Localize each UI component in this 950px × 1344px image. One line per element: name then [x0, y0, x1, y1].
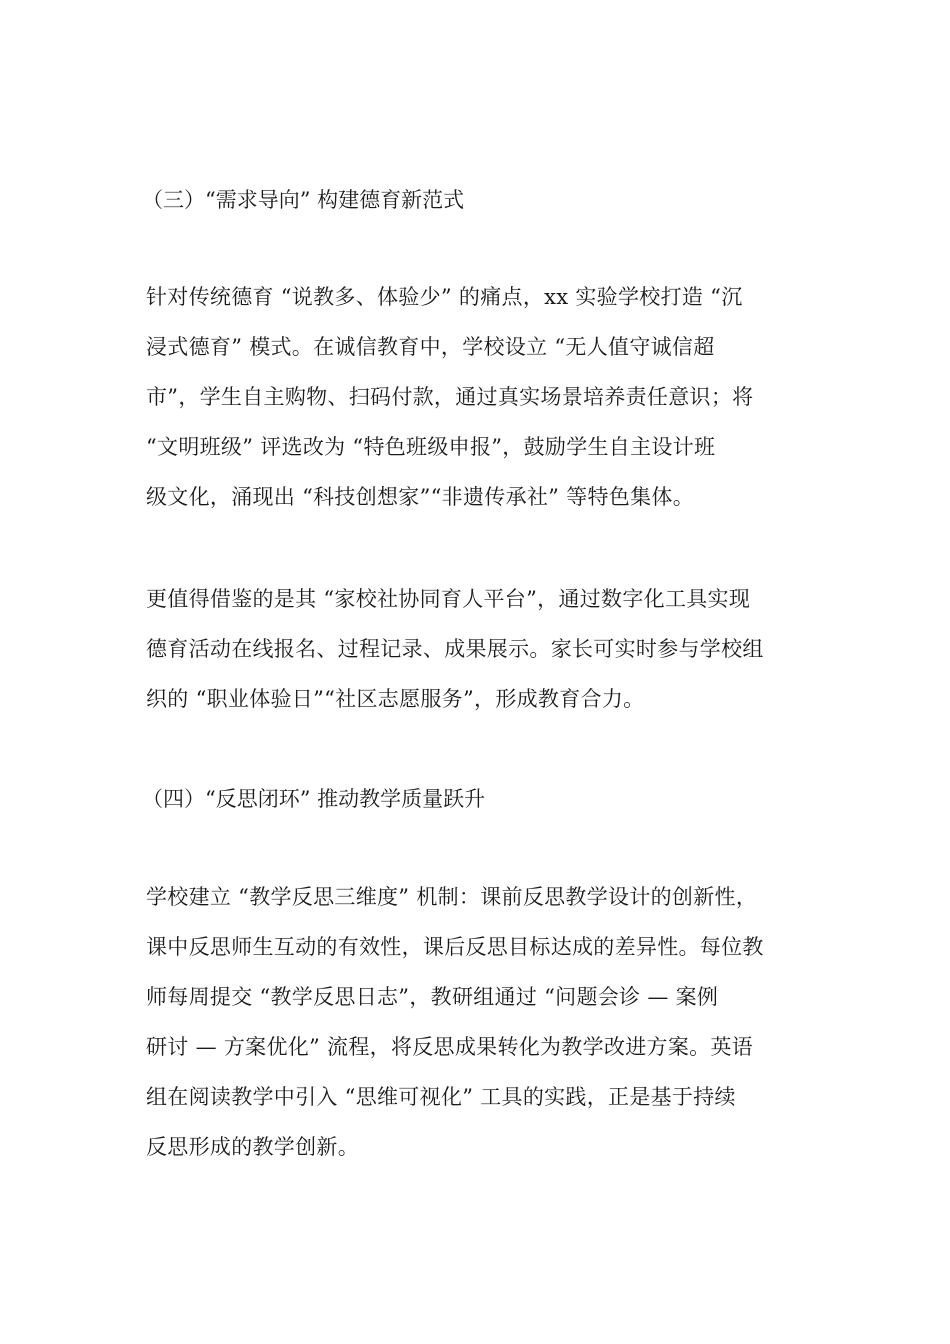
paragraph-line: 学校建立 “教学反思三维度” 机制：课前反思教学设计的创新性， — [146, 885, 758, 909]
section-heading-3: （三）“需求导向” 构建德育新范式 — [142, 188, 465, 212]
paragraph-line: 级文化，涌现出 “科技创想家”“非遗传承社” 等特色集体。 — [146, 485, 694, 509]
paragraph-line: 课中反思师生互动的有效性，课后反思目标达成的差异性。每位教 — [146, 935, 764, 959]
paragraph-line: 浸式德育” 模式。在诚信教育中，学校设立 “无人值守诚信超 — [146, 335, 715, 359]
paragraph-line: 师每周提交 “教学反思日志”，教研组通过 “问题会诊 — 案例 — [146, 985, 719, 1009]
paragraph-line: 织的 “职业体验日”“社区志愿服务”，形成教育合力。 — [146, 687, 645, 711]
paragraph-line: 反思形成的教学创新。 — [146, 1135, 359, 1159]
paragraph-line: “文明班级” 评选改为 “特色班级申报”，鼓励学生自主设计班 — [146, 435, 716, 459]
section-heading-4: （四）“反思闭环” 推动教学质量跃升 — [142, 787, 486, 811]
paragraph-line: 组在阅读教学中引入 “思维可视化” 工具的实践，正是基于持续 — [146, 1085, 736, 1109]
paragraph-home-school-platform — [146, 574, 826, 724]
paragraph-line: 研讨 — 方案优化” 流程，将反思成果转化为教学改进方案。英语 — [146, 1035, 754, 1059]
paragraph-line: 市”，学生自主购物、扫码付款，通过真实场景培养责任意识；将 — [146, 385, 754, 409]
paragraph-line: 德育活动在线报名、过程记录、成果展示。家长可实时参与学校组 — [146, 637, 764, 661]
paragraph-reflection-mechanism — [146, 872, 826, 1172]
paragraph-immersive-moral-education — [146, 272, 826, 522]
paragraph-line: 针对传统德育 “说教多、体验少” 的痛点，xx 实验学校打造 “沉 — [146, 285, 743, 309]
paragraph-line: 更值得借鉴的是其 “家校社协同育人平台”，通过数字化工具实现 — [146, 587, 751, 611]
